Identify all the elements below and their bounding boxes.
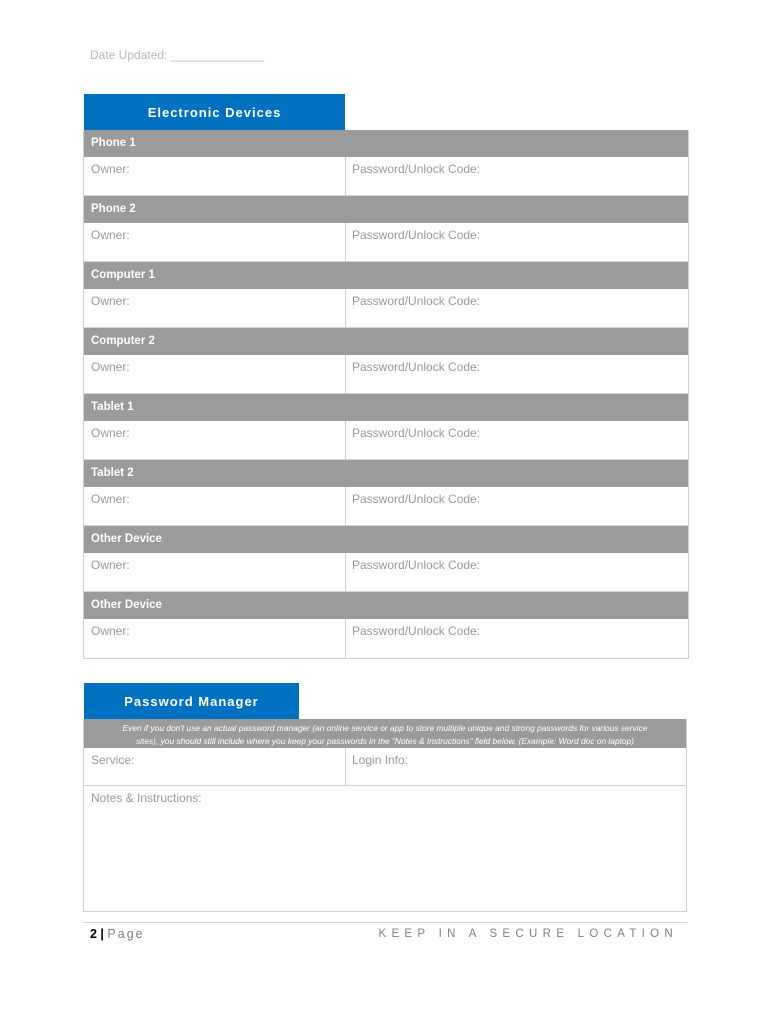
device-block [84, 592, 688, 658]
password-field[interactable]: Password/Unlock Code: [352, 360, 481, 374]
page-word: Page [107, 927, 145, 941]
password-field[interactable]: Password/Unlock Code: [352, 162, 481, 176]
page-separator: | [96, 927, 108, 941]
owner-field[interactable]: Owner: [84, 421, 346, 459]
owner-field[interactable]: Owner: [84, 157, 346, 195]
device-fields-row [84, 355, 688, 394]
date-updated-label: Date Updated: ______________ [90, 48, 265, 62]
password-field[interactable]: Password/Unlock Code: [352, 228, 481, 242]
owner-field[interactable]: Owner: [84, 289, 346, 327]
footer-divider [83, 922, 687, 923]
password-manager-note [84, 719, 686, 748]
device-fields-row [84, 289, 688, 328]
note-line-1: Even if you don't use an actual password manager (an online service or app to store multiple unique and strong passwords for various service [122, 723, 648, 733]
password-field[interactable]: Password/Unlock Code: [352, 294, 481, 308]
device-block [84, 262, 688, 328]
device-fields-row [84, 421, 688, 460]
service-login-row [84, 748, 686, 786]
device-block [84, 394, 688, 460]
password-field[interactable]: Password/Unlock Code: [352, 492, 481, 506]
service-field[interactable]: Service: [84, 748, 346, 785]
device-name: Other Device [84, 592, 688, 619]
electronic-devices-table [83, 130, 689, 659]
device-name: Tablet 2 [84, 460, 688, 487]
owner-field[interactable]: Owner: [84, 355, 346, 393]
owner-field[interactable]: Owner: [84, 619, 346, 658]
electronic-devices-title: Electronic Devices [84, 94, 345, 130]
device-fields-row [84, 223, 688, 262]
login-info-field[interactable]: Login Info: [352, 753, 409, 767]
owner-field[interactable]: Owner: [84, 223, 346, 261]
device-block [84, 526, 688, 592]
device-name: Computer 2 [84, 328, 688, 355]
owner-field[interactable]: Owner: [84, 553, 346, 591]
device-fields-row [84, 553, 688, 592]
password-field[interactable]: Password/Unlock Code: [352, 426, 481, 440]
device-name: Phone 1 [84, 130, 688, 157]
notes-instructions-field[interactable]: Notes & Instructions: [91, 791, 202, 805]
password-manager-title: Password Manager [84, 683, 299, 719]
device-fields-row [84, 619, 688, 658]
keep-secure-footer: KEEP IN A SECURE LOCATION [378, 928, 678, 940]
device-name: Phone 2 [84, 196, 688, 223]
owner-field[interactable]: Owner: [84, 487, 346, 525]
password-field[interactable]: Password/Unlock Code: [352, 558, 481, 572]
device-name: Other Device [84, 526, 688, 553]
device-block [84, 130, 688, 196]
page-number-value: 2 [90, 927, 97, 941]
device-block [84, 460, 688, 526]
device-block [84, 328, 688, 394]
device-fields-row [84, 487, 688, 526]
page-number [90, 927, 145, 941]
device-name: Computer 1 [84, 262, 688, 289]
device-block [84, 196, 688, 262]
device-name: Tablet 1 [84, 394, 688, 421]
device-fields-row [84, 157, 688, 196]
password-manager-table [83, 719, 687, 912]
password-field[interactable]: Password/Unlock Code: [352, 624, 481, 638]
note-line-2: sites), you should still include where you keep your passwords in the “Notes & Instructions” field below. (Example: Word doc on laptop) [135, 735, 635, 746]
